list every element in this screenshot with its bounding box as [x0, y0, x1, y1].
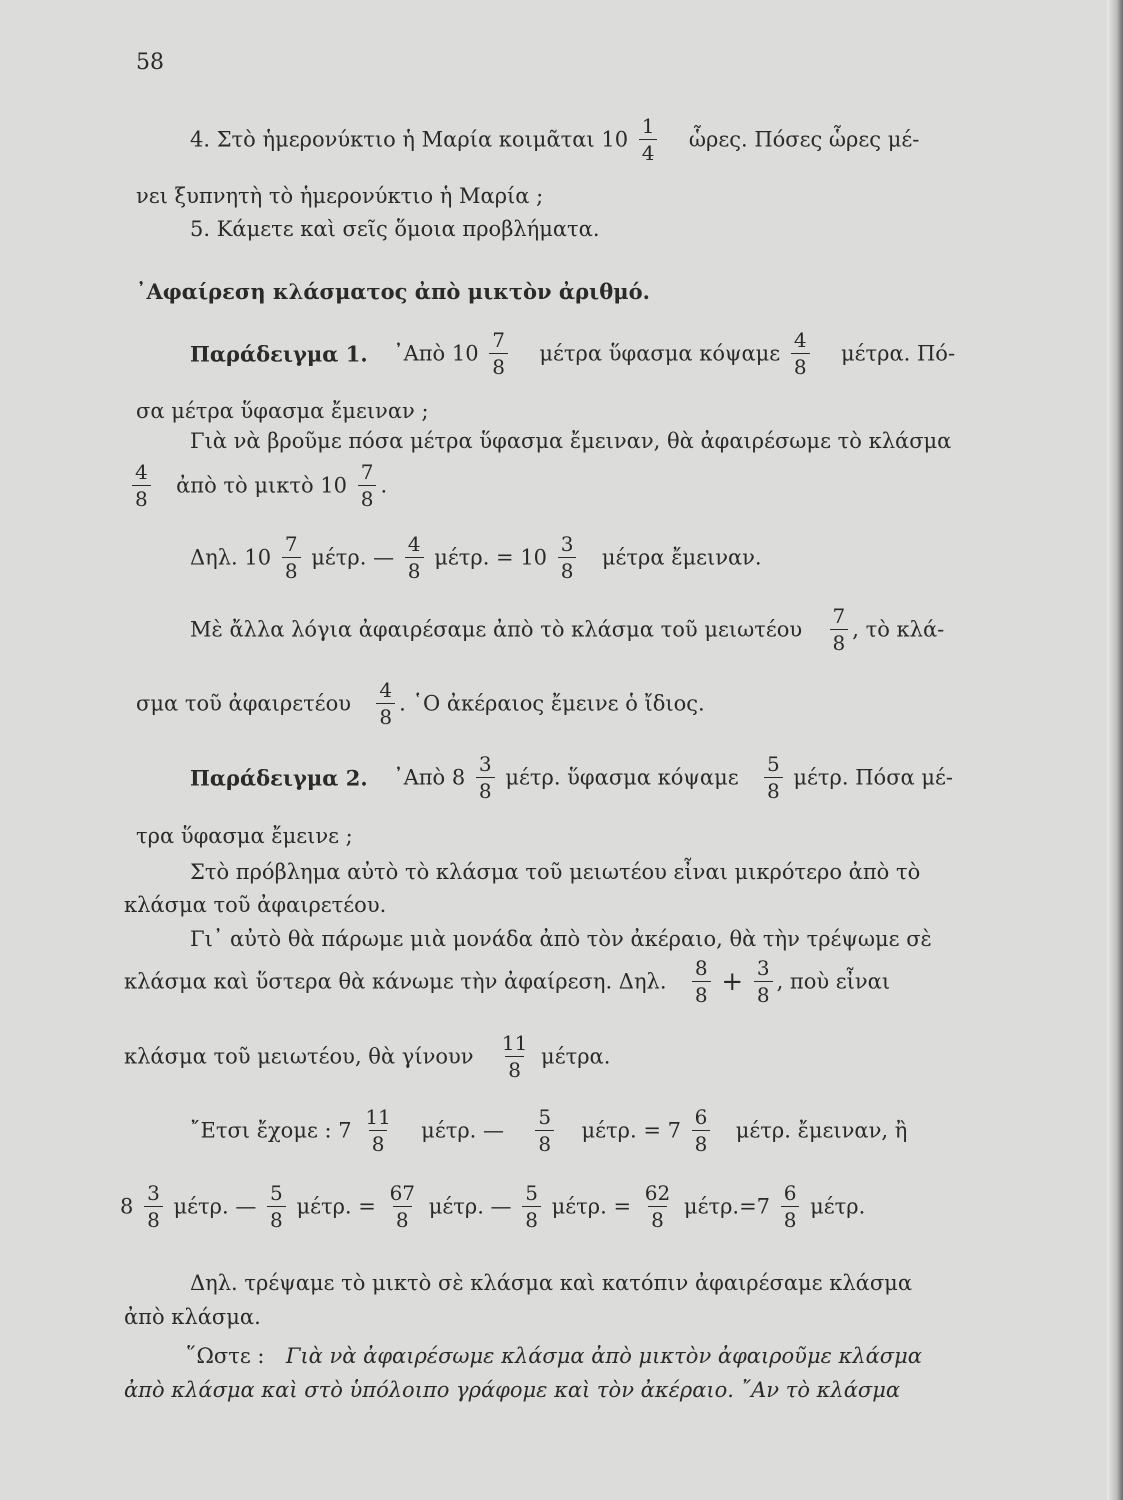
fraction: $\frac{7}{8}$ [358, 462, 377, 510]
fraction: $\frac{7}{8}$ [489, 330, 508, 378]
text: ῞Ωστε : [186, 1344, 265, 1368]
text: κλάσμα τοῦ μειωτέου, θὰ γίνουν [124, 1044, 474, 1069]
text: μέτρ. Πόσα μέ- [793, 765, 954, 790]
text: . [380, 473, 388, 498]
problem-5-line: 5. Κάμετε καὶ σεῖς ὅμοια προβλήματα. [190, 217, 600, 241]
example-1-line-2: σα μέτρα ὕφασμα ἔμειναν ; [136, 399, 429, 423]
text: μέτρ. — [428, 1194, 512, 1219]
text: σμα τοῦ ἀφαιρετέου [136, 691, 351, 716]
fraction: $\frac{5}{8}$ [267, 1183, 286, 1231]
example-2-line-10: Δηλ. τρέψαμε τὸ μικτὸ σὲ κλάσμα καὶ κατόπιν ἀφαιρέσαμε κλάσμα [190, 1271, 912, 1295]
rule-line-1 [186, 1345, 922, 1367]
example-1-line-6 [190, 606, 944, 654]
text: μέτρα ἔμειναν. [601, 545, 762, 570]
text: μέτρ. = [296, 1194, 376, 1219]
example-2-line-6 [124, 958, 890, 1006]
text: μέτρ. [810, 1194, 866, 1219]
example-1-line-7 [136, 680, 705, 728]
fraction: $\frac{1}{4}$ [639, 116, 658, 164]
text: μέτρ. = 7 [581, 1118, 681, 1143]
example-1-line [190, 330, 955, 378]
text: μέτρ.=7 [683, 1194, 771, 1219]
fraction: $\frac{3}{8}$ [144, 1183, 163, 1231]
text: . ῾Ο ἀκέραιος ἔμεινε ὁ ἴδιος. [399, 691, 705, 716]
text: ἀπὸ τὸ μικτὸ 10 [176, 473, 348, 498]
text: 4. Στὸ ἡμερονύκτιο ἡ Μαρία κοιμᾶται 10 [190, 127, 629, 152]
fraction: $\frac{11}{8}$ [501, 1031, 528, 1082]
fraction: $\frac{4}{8}$ [791, 330, 810, 378]
page-number: 58 [136, 50, 164, 75]
text: μέτρα ὕφασμα κόψαμε [539, 341, 781, 366]
example-2-line-2: τρα ὕφασμα ἔμεινε ; [136, 824, 353, 848]
text: μέτρ. — [173, 1194, 257, 1219]
text: μέτρα. Πό- [840, 341, 956, 366]
text: μέτρ. — [421, 1118, 505, 1143]
problem-4-line-2: νει ξυπνητὴ τὸ ἡμερονύκτιο ἡ Μαρία ; [136, 184, 544, 208]
rule-text: Γιὰ νὰ ἀφαιρέσωμε κλάσμα ἀπὸ μικτὸν ἀφαιροῦμε κλάσμα [285, 1344, 922, 1368]
fraction: $\frac{6}{8}$ [692, 1107, 711, 1155]
text: Δηλ. 10 [190, 545, 272, 570]
rule-line-2: ἀπὸ κλάσμα καὶ στὸ ὑπόλοιπο γράφομε καὶ τὸν ἀκέραιο. ῎Αν τὸ κλάσμα [124, 1378, 901, 1402]
text: ᾿Απὸ 8 [393, 765, 466, 790]
page-edge-shadow [1107, 0, 1123, 1500]
example-2-line-4: κλάσμα τοῦ ἀφαιρετέου. [124, 893, 387, 917]
example-2-equation-1 [190, 1107, 907, 1155]
fraction: $\frac{7}{8}$ [830, 606, 849, 654]
text: ὧρες. Πόσες ὧρες μέ- [688, 127, 920, 152]
example-1-label: Παράδειγμα 1. [190, 341, 368, 367]
plus-sign: + [721, 967, 744, 997]
example-2-equation-2 [120, 1183, 865, 1231]
fraction: $\frac{4}{8}$ [132, 462, 151, 510]
fraction: $\frac{8}{8}$ [692, 958, 711, 1006]
fraction: $\frac{3}{8}$ [754, 958, 773, 1006]
fraction: $\frac{3}{8}$ [476, 754, 495, 802]
fraction: $\frac{7}{8}$ [282, 534, 301, 582]
text: μέτρ. — [311, 545, 395, 570]
text: κλάσμα καὶ ὕστερα θὰ κάνωμε τὴν ἀφαίρεση. Δηλ. [124, 969, 667, 994]
fraction: $\frac{11}{8}$ [365, 1105, 391, 1156]
text: μέτρα. [541, 1044, 611, 1069]
fraction: $\frac{3}{8}$ [558, 534, 577, 582]
example-2-line-7 [124, 1033, 610, 1081]
fraction: $\frac{4}{8}$ [376, 680, 395, 728]
fraction: $\frac{5}{8}$ [764, 754, 783, 802]
text: , ποὺ εἶναι [776, 969, 891, 994]
example-1-line-4 [128, 462, 387, 510]
text: μέτρ. = 10 [434, 545, 548, 570]
example-2-line-5: Γι᾿ αὐτὸ θὰ πάρωμε μιὰ μονάδα ἀπὸ τὸν ἀκέραιο, θὰ τὴν τρέψωμε σὲ [190, 927, 932, 951]
example-2-line-11: ἀπὸ κλάσμα. [124, 1305, 261, 1329]
example-2-line [190, 754, 953, 802]
problem-4-line [190, 116, 919, 164]
text: ᾿Απὸ 10 [393, 341, 479, 366]
text: , τὸ κλά- [852, 617, 945, 642]
example-1-line-3: Γιὰ νὰ βροῦμε πόσα μέτρα ὕφασμα ἔμειναν, θὰ ἀφαιρέσωμε τὸ κλάσμα [190, 429, 952, 453]
text: μέτρ. ὕφασμα κόψαμε [505, 765, 739, 790]
fraction: $\frac{5}{8}$ [522, 1183, 541, 1231]
fraction: $\frac{6}{8}$ [781, 1183, 800, 1231]
fraction: $\frac{67}{8}$ [389, 1181, 416, 1232]
text: Μὲ ἄλλα λόγια ἀφαιρέσαμε ἀπὸ τὸ κλάσμα τοῦ μειωτέου [190, 617, 803, 642]
text: ῎Ετσι ἔχομε : 7 [190, 1118, 352, 1143]
example-1-equation [190, 534, 762, 582]
section-heading: ᾿Αφαίρεση κλάσματος ἀπὸ μικτὸν ἀριθμό. [136, 279, 650, 304]
text: μέτρ. = [551, 1194, 632, 1219]
text: 8 [120, 1194, 134, 1219]
fraction: $\frac{5}{8}$ [535, 1107, 554, 1155]
example-2-line-3: Στὸ πρόβλημα αὐτὸ τὸ κλάσμα τοῦ μειωτέου εἶναι μικρότερο ἀπὸ τὸ [190, 860, 921, 884]
fraction: $\frac{62}{8}$ [644, 1181, 671, 1232]
example-2-label: Παράδειγμα 2. [190, 765, 368, 791]
fraction: $\frac{4}{8}$ [405, 534, 424, 582]
text: μέτρ. ἔμειναν, ἢ [735, 1118, 908, 1143]
